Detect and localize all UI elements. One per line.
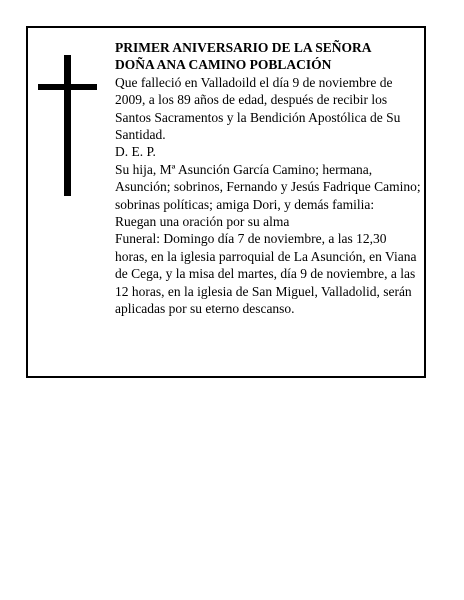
notice-title-line-2: DOÑA ANA CAMINO POBLACIÓN [115,57,332,73]
obituary-text-block [115,39,421,318]
family-paragraph: Su hija, Mª Asunción García Camino; hermana, Asunción; sobrinos, Fernando y Jesús Fadrique Camino; sobrinas políticas; amiga Dori, y demás familia: [115,161,421,212]
cross-vertical-bar [64,55,71,196]
death-info-paragraph: Que falleció en Valladoild el día 9 de noviembre de 2009, a los 89 años de edad, después de recibir los Santos Sacramentos y la Bendición Apostólica de Su Santidad. [115,74,401,143]
cross-horizontal-bar [38,84,97,90]
notice-title-line-1: PRIMER ANIVERSARIO DE LA SEÑORA [115,40,372,55]
prayer-request-line: Ruegan una oración por su alma [115,214,290,230]
rip-line: D. E. P. [115,144,156,160]
funeral-paragraph: Funeral: Domingo día 7 de noviembre, a las 12,30 horas, en la iglesia parroquial de La Asunción, en Viana de Cega, y la misa del martes, día 9 de noviembre, a las 12 horas, en la iglesia de San Miguel, Valladolid, serán aplicadas por su eterno descanso. [115,231,417,317]
